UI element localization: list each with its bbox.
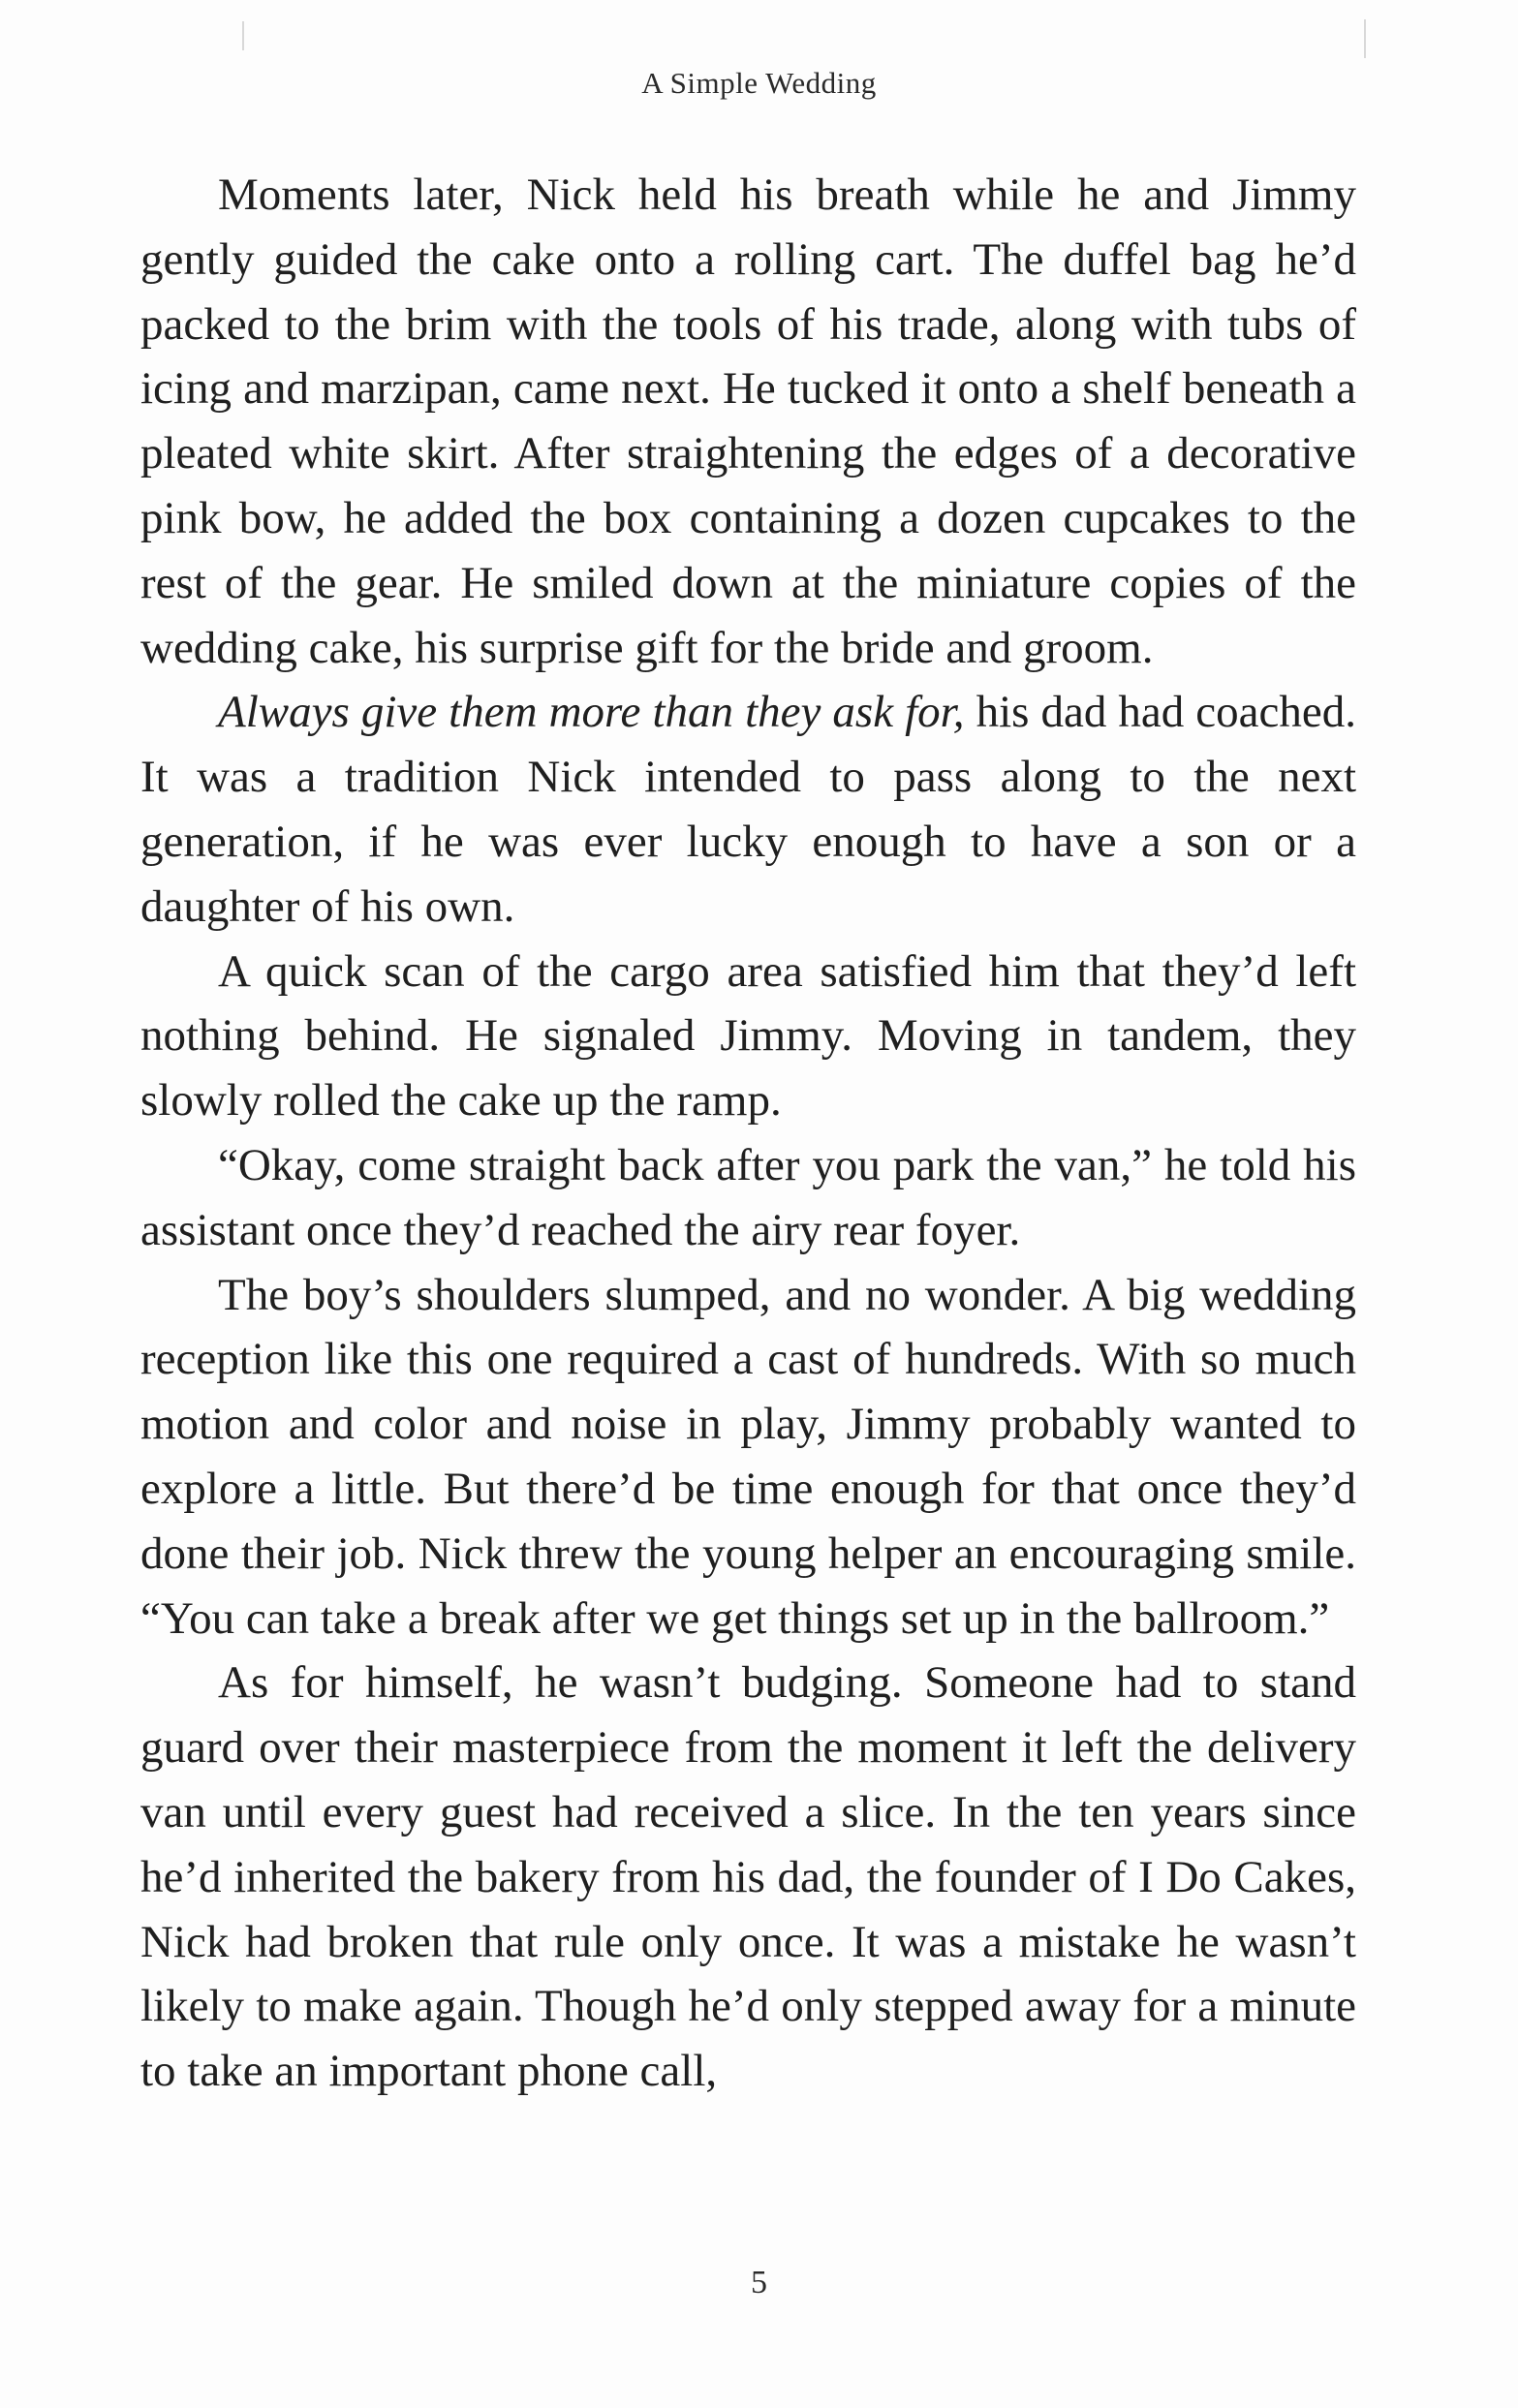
paragraph: [140, 680, 1356, 939]
paragraph-text: The boy’s shoulders slumped, and no wonder. A big wedding reception like this one required a cast of hundreds. With so much motion and color and noise in play, Jimmy probably wanted to explore a little. But there’d be time enough for that once they’d done their job. Nick threw the young helper an encouraging smile. “You can take a break after we get things set up in the ballroom.”: [140, 1269, 1356, 1644]
paragraph-text: Moments later, Nick held his breath while he and Jimmy gently guided the cake onto a rolling cart. The duffel bag he’d packed to the brim with the tools of his trade, along with tubs of icing and marzipan, came next. He tucked it onto a shelf beneath a pleated white skirt. After straightening the edges of a decorative pink bow, he added the box containing a dozen cupcakes to the rest of the gear. He smiled down at the miniature copies of the wedding cake, his surprise gift for the bride and groom.: [140, 170, 1356, 673]
paragraph: [140, 1133, 1356, 1263]
running-head: A Simple Wedding: [641, 66, 877, 100]
paragraph: [140, 163, 1356, 680]
paragraph-text: his dad had coached. It was a tradition Nick intended to pass along to the next generation, if he was ever lucky enough to have a son or a daughter of his own.: [140, 687, 1356, 932]
paragraph-text: A quick scan of the cargo area satisfied him that they’d left nothing behind. He signaled Jimmy. Moving in tandem, they slowly rolled the cake up the ramp.: [140, 945, 1356, 1127]
paragraph-text: As for himself, he wasn’t budging. Someone had to stand guard over their masterpiece from the moment it left the delivery van until every guest had received a slice. In the ten years since he’d inherited the bakery from his dad, the founder of I Do Cakes, Nick had broken that rule only once. It was a mistake he wasn’t likely to make again. Though he’d only stepped away for a minute to take an important phone call,: [140, 1657, 1356, 2097]
body-text: [140, 163, 1356, 2104]
paragraph-text: “Okay, come straight back after you park the van,” he told his assistant once they’d reached the airy rear foyer.: [140, 1139, 1356, 1255]
paragraph: [140, 940, 1356, 1133]
paragraph: [140, 1263, 1356, 1652]
page-number: 5: [751, 2265, 767, 2300]
scan-artifact-line: [1364, 19, 1366, 58]
scan-artifact-line: [242, 21, 244, 50]
italic-phrase: Always give them more than they ask for,: [218, 687, 965, 738]
paragraph: [140, 1651, 1356, 2104]
